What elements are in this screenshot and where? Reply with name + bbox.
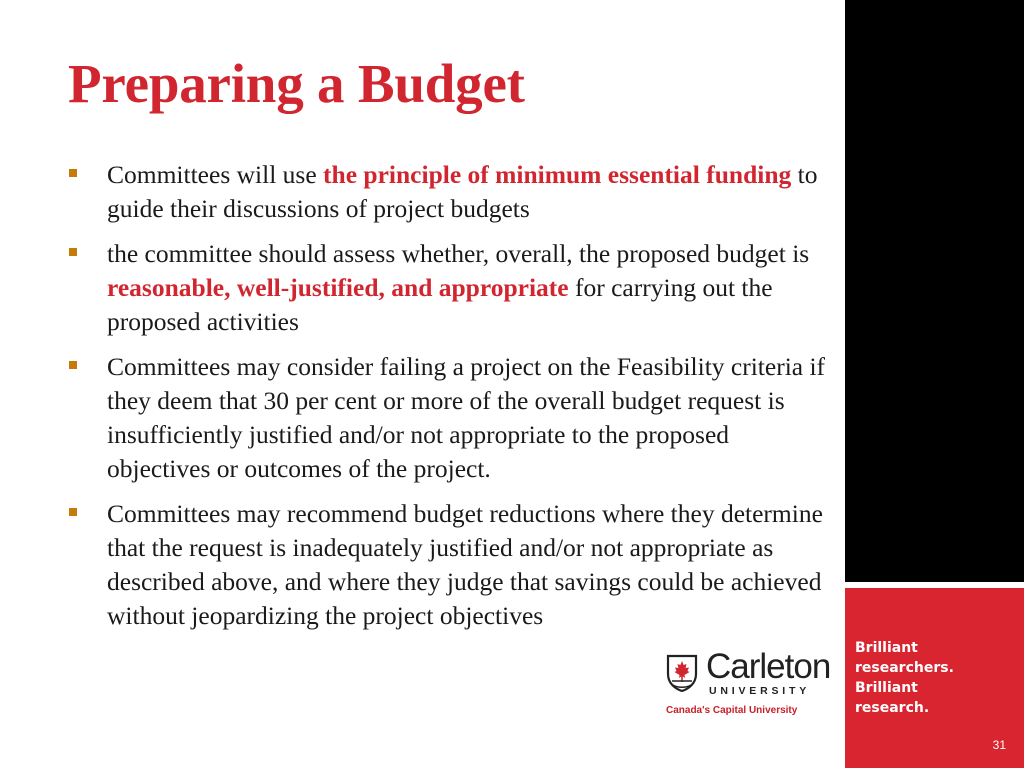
bullet-highlight: reasonable, well-justified, and appropriate xyxy=(107,273,569,302)
logo-caption: Canada's Capital University xyxy=(666,705,798,716)
square-bullet-icon xyxy=(69,508,77,516)
carleton-logo xyxy=(664,647,834,720)
bullet-item xyxy=(68,237,828,339)
bullet-item xyxy=(68,158,828,226)
bullet-text-post: for carrying out the proposed activities xyxy=(107,273,773,336)
logo-name: Carleton xyxy=(706,647,831,686)
tagline-line: research. xyxy=(855,700,930,716)
square-bullet-icon xyxy=(69,248,77,256)
tagline-line: researchers. xyxy=(855,660,954,676)
bullet-item xyxy=(68,350,828,486)
bullet-item xyxy=(68,497,828,633)
square-bullet-icon xyxy=(69,361,77,369)
logo-subtitle: UNIVERSITY xyxy=(709,685,811,697)
tagline xyxy=(855,638,954,718)
bullet-text-post: to guide their discussions of project budgets xyxy=(107,160,818,223)
slide-title: Preparing a Budget xyxy=(68,53,525,114)
bullet-highlight: the principle of minimum essential funding xyxy=(323,160,792,189)
bullet-text: Committees may recommend budget reductions where they determine that the request is inadequately justified and/or not appropriate as described above, and where they judge that savings could be achieved without jeopardizing the project objectives xyxy=(107,499,823,630)
square-bullet-icon xyxy=(69,169,77,177)
sidebar-black-panel xyxy=(845,0,1024,582)
tagline-line: Brilliant xyxy=(855,680,918,696)
tagline-line: Brilliant xyxy=(855,640,918,656)
shield-icon xyxy=(666,654,698,692)
bullet-text-pre: the committee should assess whether, overall, the proposed budget is xyxy=(107,239,810,268)
page-number: 31 xyxy=(992,738,1006,752)
bullet-list xyxy=(68,158,828,644)
bullet-text: Committees may consider failing a project on the Feasibility criteria if they deem that 30 per cent or more of the overall budget request is insufficiently justified and/or not appropriate to the proposed objectives or outcomes of the project. xyxy=(107,352,826,483)
bullet-text-pre: Committees will use xyxy=(107,160,324,189)
